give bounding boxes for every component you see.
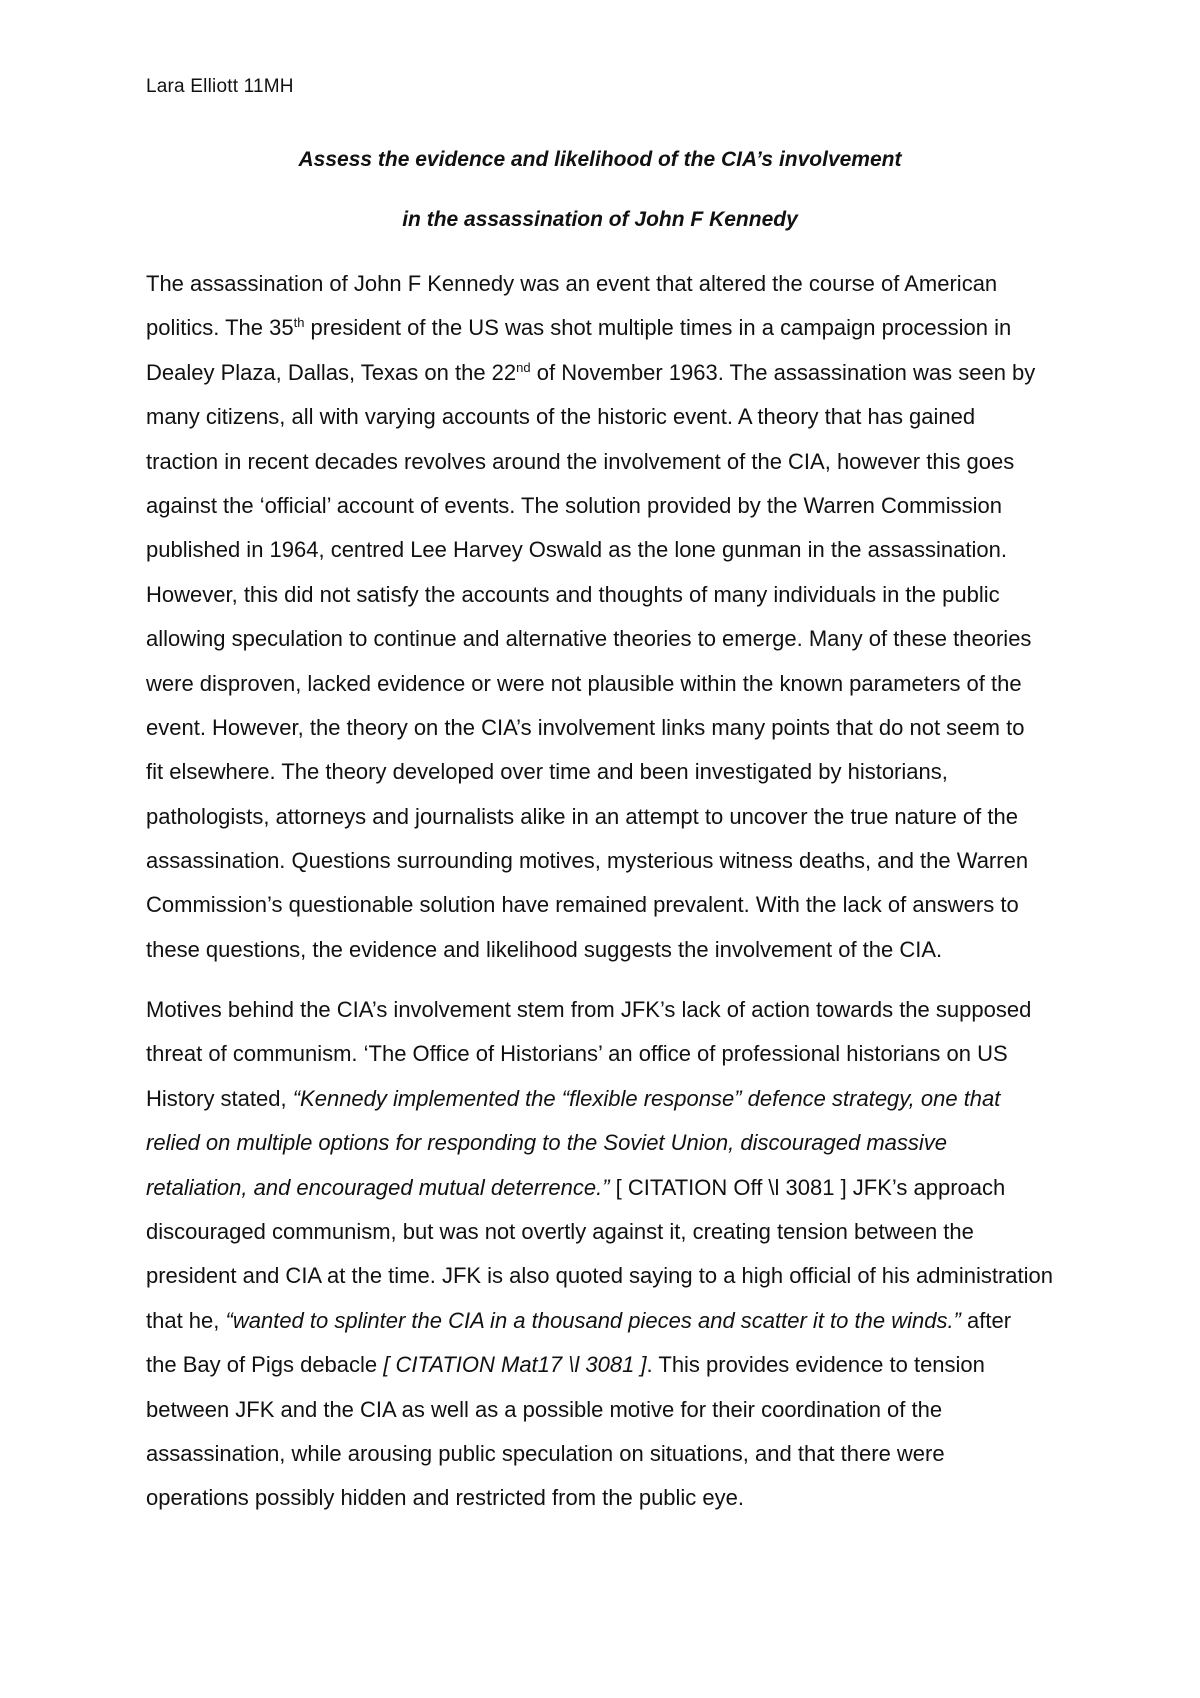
text-segment: politics. The 35 <box>146 315 294 341</box>
text-line <box>146 1299 1076 1343</box>
text-line <box>146 750 1076 794</box>
text-segment: threat of communism. ‘The Office of Historians’ an office of professional historians on US <box>146 1041 1008 1067</box>
text-segment: discouraged communism, but was not overtly against it, creating tension between the <box>146 1218 974 1244</box>
text-line <box>146 1077 1076 1121</box>
text-segment: between JFK and the CIA as well as a possible motive for their coordination of the <box>146 1396 943 1422</box>
text-line <box>146 706 1076 750</box>
text-line <box>146 573 1076 617</box>
author-line: Lara Elliott 11MH <box>146 76 294 97</box>
text-segment: allowing speculation to continue and alternative theories to emerge. Many of these theories <box>146 626 1032 652</box>
text-segment: History stated, <box>146 1085 293 1111</box>
text-segment: The assassination of John F Kennedy was an event that altered the course of American <box>146 271 998 296</box>
text-segment: pathologists, attorneys and journalists alike in an attempt to uncover the true nature of the <box>146 803 1018 829</box>
text-line <box>146 662 1076 706</box>
text-line <box>146 1166 1076 1210</box>
text-segment: Commission’s questionable solution have remained prevalent. With the lack of answers to <box>146 892 1019 918</box>
text-line <box>146 351 1076 395</box>
text-segment: of November 1963. The assassination was seen by <box>530 359 1036 385</box>
text-line <box>146 1121 1076 1165</box>
text-line <box>146 484 1076 528</box>
body-paragraph <box>146 262 1076 972</box>
italic-quote-text: retaliation, and encouraged mutual deterrence.” <box>146 1174 610 1200</box>
essay-title-line-2: in the assassination of John F Kennedy <box>402 208 798 231</box>
text-line <box>146 262 1076 306</box>
text-segment: operations possibly hidden and restricted from the public eye. <box>146 1485 745 1511</box>
text-line <box>146 1388 1076 1432</box>
essay-title-line-1: Assess the evidence and likelihood of the CIA’s involvement <box>298 148 902 171</box>
text-line <box>146 883 1076 927</box>
superscript-text: nd <box>516 359 531 375</box>
text-line <box>146 1476 1076 1520</box>
text-segment: that he, <box>146 1307 226 1333</box>
text-segment: assassination, while arousing public speculation on situations, and that there were <box>146 1440 945 1466</box>
text-line <box>146 1210 1076 1254</box>
text-line <box>146 440 1076 484</box>
text-segment: Motives behind the CIA’s involvement stem from JFK’s lack of action towards the supposed <box>146 997 1032 1022</box>
text-segment: published in 1964, centred Lee Harvey Oswald as the lone gunman in the assassination. <box>146 537 1007 563</box>
italic-quote-text: relied on multiple options for responding to the Soviet Union, discouraged massive <box>146 1130 948 1156</box>
text-line <box>146 617 1076 661</box>
text-segment: the Bay of Pigs debacle <box>146 1352 384 1378</box>
text-segment: many citizens, all with varying accounts of the historic event. A theory that has gained <box>146 404 976 430</box>
text-line <box>146 1343 1076 1387</box>
text-line <box>146 839 1076 883</box>
text-segment: fit elsewhere. The theory developed over time and been investigated by historians, <box>146 759 948 785</box>
text-line <box>146 795 1076 839</box>
text-segment: event. However, the theory on the CIA’s involvement links many points that do not seem to <box>146 714 1025 740</box>
text-line <box>146 1432 1076 1476</box>
text-line <box>146 395 1076 439</box>
text-segment: after <box>960 1307 1012 1333</box>
text-line <box>146 528 1076 572</box>
text-segment: traction in recent decades revolves around the involvement of the CIA, however this goes <box>146 448 1015 474</box>
text-segment: . This provides evidence to tension <box>646 1352 985 1378</box>
text-segment: were disproven, lacked evidence or were not plausible within the known parameters of the <box>146 670 1022 696</box>
italic-quote-text: “Kennedy implemented the “flexible response” defence strategy, one that <box>292 1085 1001 1111</box>
text-line <box>146 1032 1076 1076</box>
text-segment: against the ‘official’ account of events. The solution provided by the Warren Commission <box>146 492 1003 518</box>
text-line <box>146 988 1076 1032</box>
text-segment: president of the US was shot multiple times in a campaign procession in <box>304 315 1012 341</box>
text-line <box>146 928 1076 972</box>
text-segment: Dealey Plaza, Dallas, Texas on the 22 <box>146 359 517 385</box>
text-segment: president and CIA at the time. JFK is also quoted saying to a high official of his administration <box>146 1263 1053 1289</box>
text-segment: [ CITATION Off \l 3081 ] JFK’s approach <box>609 1174 1006 1200</box>
text-line <box>146 1254 1076 1298</box>
text-segment: assassination. Questions surrounding motives, mysterious witness deaths, and the Warren <box>146 848 1029 874</box>
italic-quote-text: “wanted to splinter the CIA in a thousand pieces and scatter it to the winds.” <box>225 1307 961 1333</box>
text-segment: However, this did not satisfy the accounts and thoughts of many individuals in the public <box>146 581 1000 607</box>
italic-quote-text: [ CITATION Mat17 \l 3081 ] <box>383 1352 647 1378</box>
body-paragraph <box>146 988 1076 1521</box>
superscript-text: th <box>293 315 305 331</box>
text-segment: these questions, the evidence and likelihood suggests the involvement of the CIA. <box>146 936 943 962</box>
text-line <box>146 306 1076 350</box>
